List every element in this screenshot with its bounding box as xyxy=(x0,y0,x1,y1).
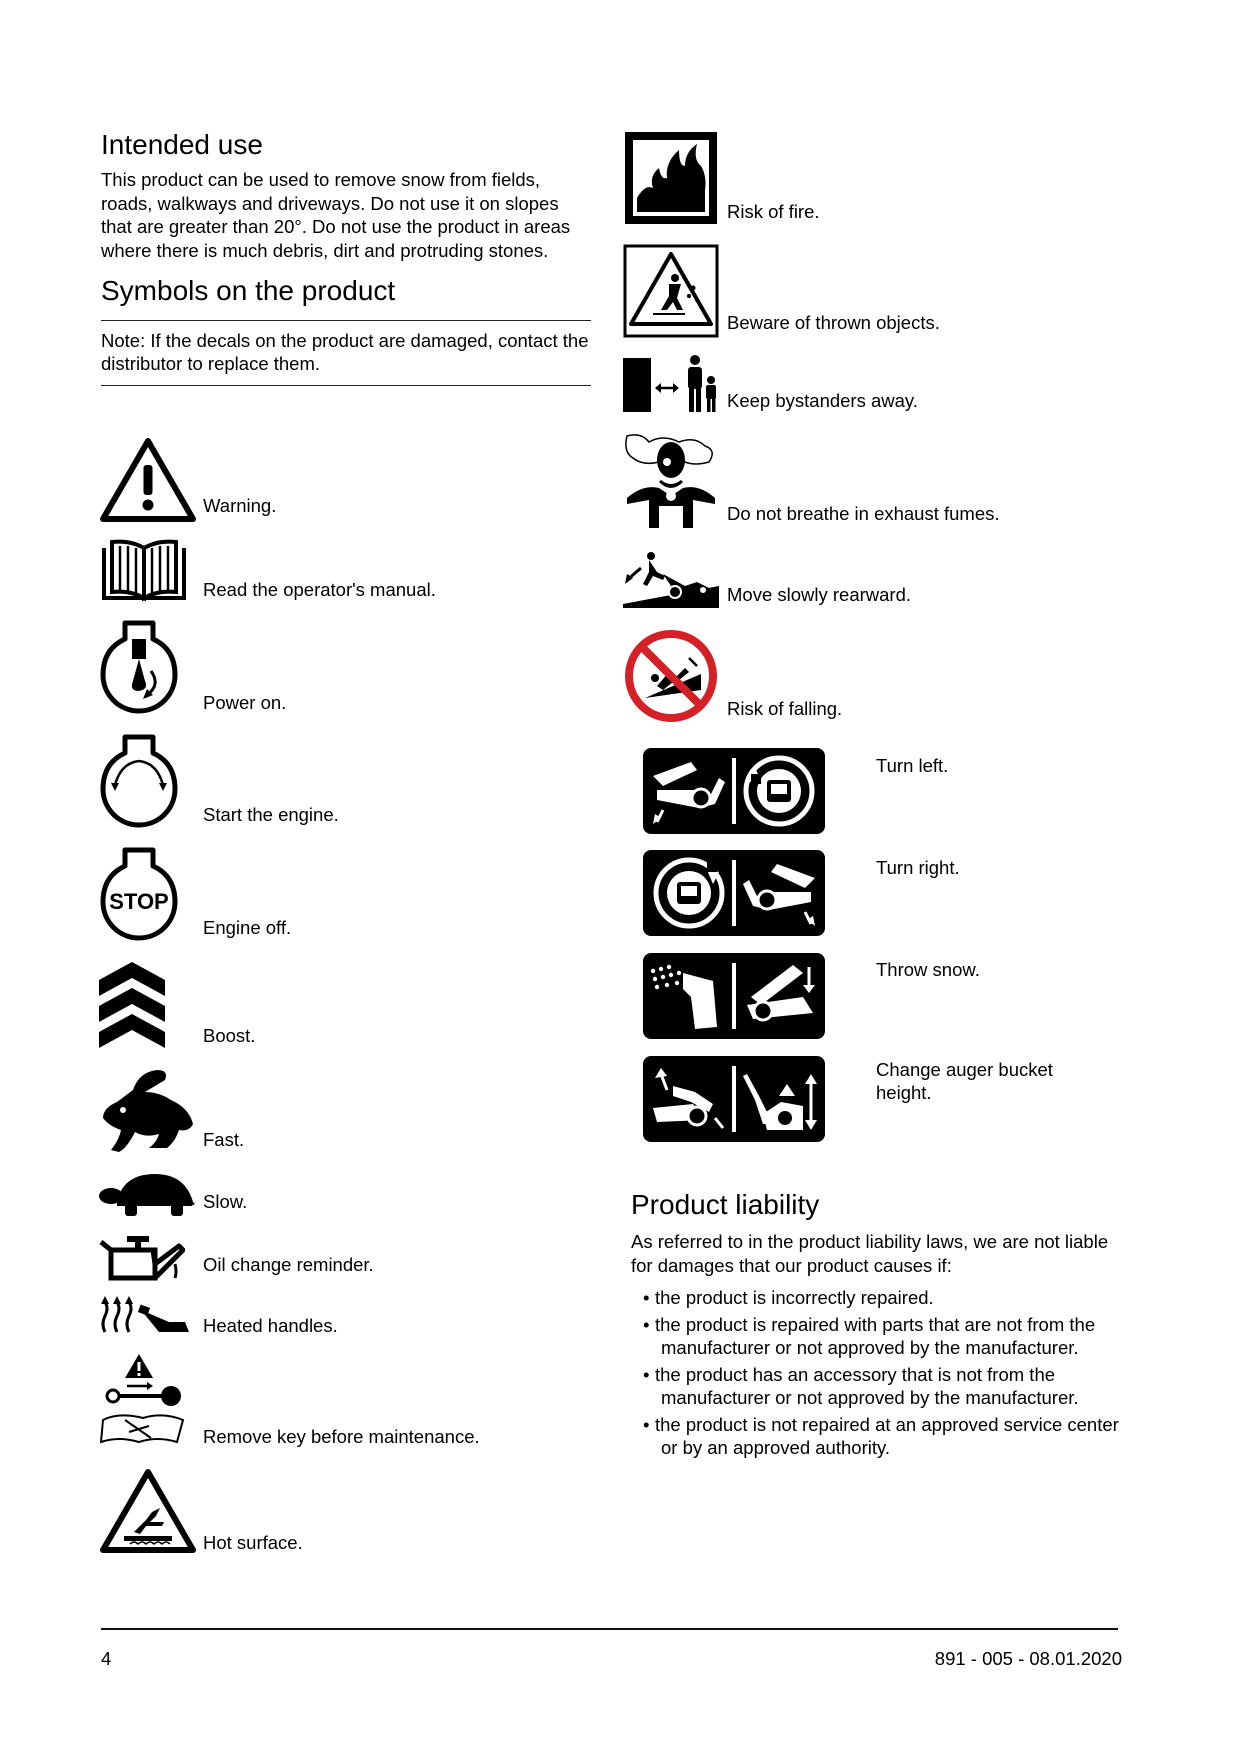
symbol-label: Move slowly rearward. xyxy=(727,584,912,605)
symbol-label: Boost. xyxy=(203,1025,256,1046)
rabbit-icon xyxy=(99,1068,195,1156)
symbol-label: Do not breathe in exhaust fumes. xyxy=(727,503,1000,524)
symbol-label: Fast. xyxy=(203,1129,245,1150)
hot-surface-icon xyxy=(100,1468,196,1554)
auger-height-icon xyxy=(643,1056,825,1142)
symbol-label: Read the operator's manual. xyxy=(203,579,436,600)
symbol-label: Remove key before maintenance. xyxy=(203,1426,480,1447)
symbol-label: Slow. xyxy=(203,1191,248,1212)
symbol-label: Engine off. xyxy=(203,917,292,938)
power-on-icon xyxy=(99,619,179,715)
turtle-icon xyxy=(99,1172,195,1218)
remove-key-icon xyxy=(99,1352,187,1450)
intended-use-text: This product can be used to remove snow from fields, roads, walkways and driveways. Do not use it on slopes that are greater than 20°. Do not use the product in areas where there is much debris, dirt and protruding stones. xyxy=(101,169,571,261)
throw-snow-icon xyxy=(643,953,825,1039)
left-column xyxy=(101,128,591,386)
note-text: If the decals on the product are damaged, contact the distributor to replace them. xyxy=(101,330,589,374)
heated-handles-icon xyxy=(99,1296,191,1336)
warning-icon xyxy=(100,437,196,523)
symbol-label: Risk of falling. xyxy=(727,698,843,719)
bystanders-icon xyxy=(623,354,719,414)
turn-left-icon xyxy=(643,748,825,834)
product-liability-intro: As referred to in the product liability laws, we are not liable for damages that our product causes if: xyxy=(631,1231,1109,1276)
fire-icon xyxy=(623,130,719,226)
turn-right-icon xyxy=(643,850,825,936)
symbol-label: Keep bystanders away. xyxy=(727,390,918,411)
symbol-label: Start the engine. xyxy=(203,804,339,825)
symbols-heading: Symbols on the product xyxy=(101,275,396,306)
document-code: 891 - 005 - 08.01.2020 xyxy=(934,1648,1122,1669)
symbol-label: Power on. xyxy=(203,692,287,713)
symbol-label: Heated handles. xyxy=(203,1315,338,1336)
oil-can-icon xyxy=(99,1234,185,1282)
liability-list xyxy=(631,1286,1131,1459)
stop-text: STOP xyxy=(109,889,169,914)
product-liability-heading: Product liability xyxy=(631,1189,820,1220)
thrown-objects-icon xyxy=(623,244,719,338)
list-item: • the product is incorrectly repaired. xyxy=(643,1287,934,1308)
exhaust-fumes-icon xyxy=(623,432,719,528)
manual-icon xyxy=(100,538,188,602)
product-liability-section xyxy=(631,1188,1131,1463)
symbol-label: Beware of thrown objects. xyxy=(727,312,940,333)
page-number: 4 xyxy=(101,1648,112,1669)
symbol-label: Warning. xyxy=(203,495,277,516)
note-label: Note: xyxy=(101,330,146,351)
footer-divider xyxy=(101,1628,1118,1630)
symbol-label: Turn left. xyxy=(876,755,949,776)
engine-off-icon xyxy=(99,846,179,942)
list-item: • the product is repaired with parts that are not from the manufacturer or not approved by the manufacturer. xyxy=(643,1314,1096,1358)
falling-icon xyxy=(623,628,719,724)
symbol-label: Turn right. xyxy=(876,857,960,878)
symbol-label: Oil change reminder. xyxy=(203,1254,374,1275)
start-engine-icon xyxy=(99,733,179,829)
note-box xyxy=(101,320,591,386)
symbol-label: Risk of fire. xyxy=(727,201,820,222)
intended-use-heading: Intended use xyxy=(101,129,263,160)
list-item: • the product is not repaired at an approved service center or by an approved authority. xyxy=(643,1414,1119,1458)
move-rearward-icon xyxy=(623,546,719,608)
boost-icon xyxy=(99,960,165,1050)
symbol-label: Throw snow. xyxy=(876,959,980,980)
symbol-label: Change auger bucket height. xyxy=(876,1059,1053,1103)
symbol-label: Hot surface. xyxy=(203,1532,303,1553)
list-item: • the product has an accessory that is not from the manufacturer or not approved by the manufacturer. xyxy=(643,1364,1079,1408)
